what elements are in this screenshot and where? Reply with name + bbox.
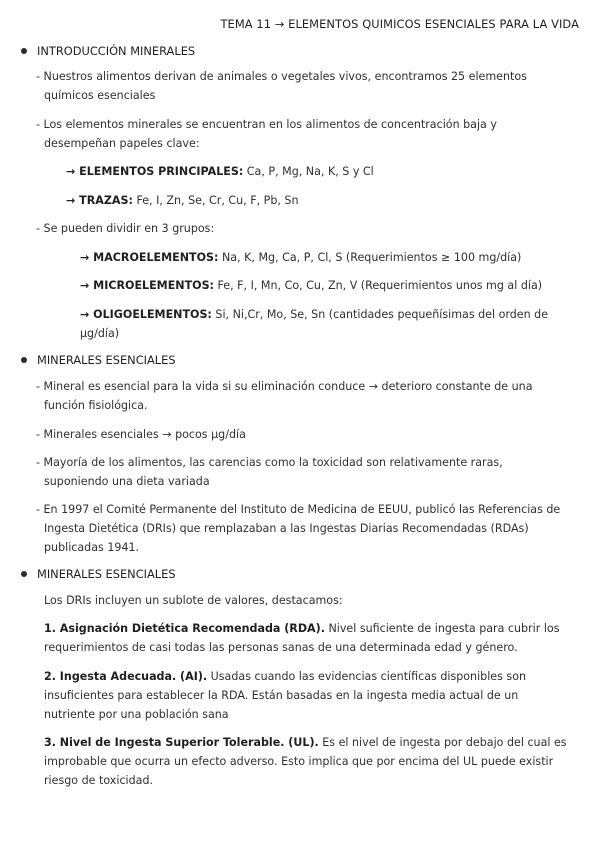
list-item-macroelementos: → MACROELEMENTOS: Na, K, Mg, Ca, P, Cl, S (Requerimientos ≥ 100 mg/día) xyxy=(80,251,522,264)
paragraph-line: desempeñan papeles clave: xyxy=(44,137,200,150)
section-heading-introduccion: INTRODUCCIÓN MINERALES xyxy=(21,44,195,58)
paragraph-line: publicadas 1941. xyxy=(44,541,140,554)
list-item-oligoelementos: → OLIGOELEMENTOS: Si, Ni,Cr, Mo, Se, Sn (cantidades pequeñísimas del orden de xyxy=(80,308,549,321)
paragraph-line: riesgo de toxicidad. xyxy=(44,774,154,787)
paragraph-line: función fisiológica. xyxy=(44,399,148,412)
section-heading-minerales-esenciales: MINERALES ESENCIALES xyxy=(21,353,176,367)
paragraph-line: - Minerales esenciales → pocos µg/día xyxy=(36,428,246,441)
paragraph-line: requerimientos de casi todas las personas sanas de una determinada edad y género. xyxy=(44,641,518,654)
paragraph-line: µg/día) xyxy=(80,327,120,340)
section-heading-minerales-esenciales-2: MINERALES ESENCIALES xyxy=(21,567,176,581)
list-item-microelementos: → MICROELEMENTOS: Fe, F, I, Mn, Co, Cu, Zn, V (Requerimientos unos mg al día) xyxy=(80,279,543,292)
paragraph-line: Ingesta Dietética (DRIs) que remplazaban a las Ingestas Diarias Recomendadas (RDAs) xyxy=(44,522,529,535)
dri-item-ul: 3. Nivel de Ingesta Superior Tolerable. (UL). Es el nivel de ingesta por debajo del cual es xyxy=(44,736,567,749)
paragraph-line: Los DRIs incluyen un sublote de valores, destacamos: xyxy=(44,594,343,607)
dri-item-rda: 1. Asignación Dietética Recomendada (RDA). Nivel suficiente de ingesta para cubrir los xyxy=(44,622,560,635)
list-item-trazas: → TRAZAS: Fe, I, Zn, Se, Cr, Cu, F, Pb, Sn xyxy=(66,194,299,207)
paragraph-line: improbable que ocurra un efecto adverso. Esto implica que por encima del UL puede existir xyxy=(44,755,554,768)
paragraph-line: - Mayoría de los alimentos, las carencias como la toxicidad son relativamente raras, xyxy=(36,456,503,469)
list-item-principales: → ELEMENTOS PRINCIPALES: Ca, P, Mg, Na, K, S y Cl xyxy=(66,165,374,178)
dri-item-ai: 2. Ingesta Adecuada. (AI). Usadas cuando las evidencias científicas disponibles son xyxy=(44,670,527,683)
document-title: TEMA 11 → ELEMENTOS QUIMICOS ESENCIALES PARA LA VIDA xyxy=(220,17,579,31)
paragraph-line: - Nuestros alimentos derivan de animales o vegetales vivos, encontramos 25 elementos xyxy=(36,70,527,83)
paragraph-line: - Se pueden dividir en 3 grupos: xyxy=(36,222,215,235)
paragraph-line: - En 1997 el Comité Permanente del Instituto de Medicina de EEUU, publicó las Referencias de xyxy=(36,503,561,516)
bullet-icon xyxy=(21,48,27,54)
paragraph-line: nutriente por una población sana xyxy=(44,708,229,721)
paragraph-line: - Los elementos minerales se encuentran en los alimentos de concentración baja y xyxy=(36,118,497,131)
paragraph-line: insuficientes para establecer la RDA. Están basadas en la ingesta media actual de un xyxy=(44,689,519,702)
paragraph-line: suponiendo una dieta variada xyxy=(44,475,210,488)
bullet-icon xyxy=(21,571,27,577)
paragraph-line: químicos esenciales xyxy=(44,89,156,102)
bullet-icon xyxy=(21,357,27,363)
paragraph-line: - Mineral es esencial para la vida si su eliminación conduce → deterioro constante de una xyxy=(36,380,533,393)
